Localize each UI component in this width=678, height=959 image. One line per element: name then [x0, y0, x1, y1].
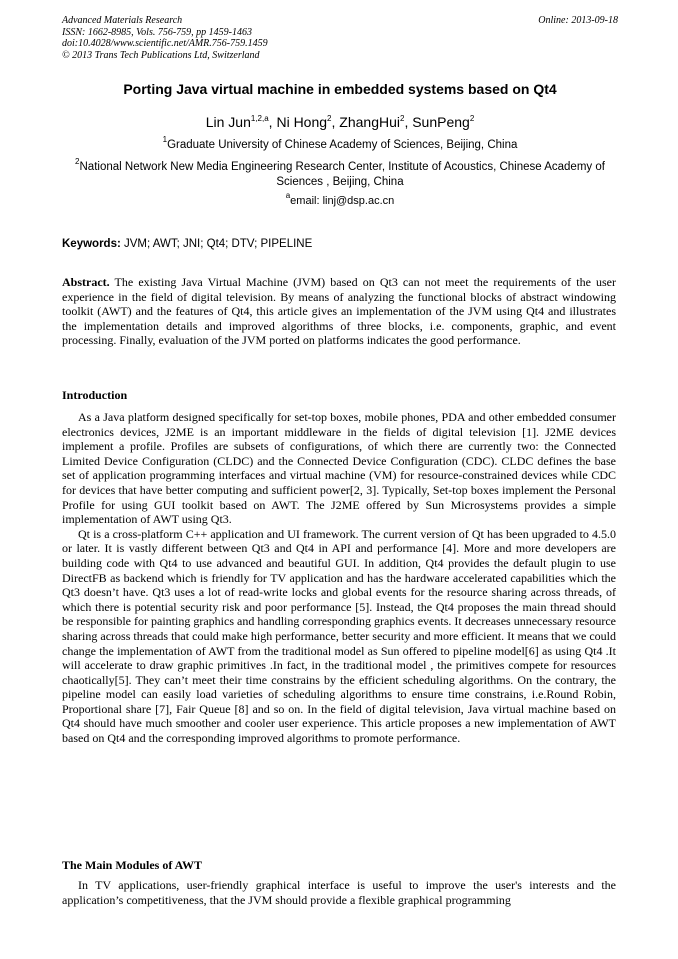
author: Ni Hong$^2$,: [276, 114, 340, 130]
abstract-text: The existing Java Virtual Machine (JVM) based on Qt3 can not meet the requirements of the user experience in the field of digital television. By means of analyzing the functional blocks of abstract windowing toolkit (AWT) and the features of Qt4, this article gives an implementation of the JVM using Qt4 and illustrates the implementation details and improved algorithms of three blocks, i.e. components, graphic, and event processing. Finally, evaluation of the JVM ported on platforms indicates the good performance.: [62, 275, 616, 348]
keywords-text: JVM; AWT; JNI; Qt4; DTV; PIPELINE: [120, 238, 313, 250]
main-modules-body: [62, 878, 616, 907]
abstract: [62, 275, 616, 348]
journal-name: Advanced Materials Research: [62, 15, 183, 26]
paragraph: In TV applications, user-friendly graphical interface is useful to improve the user's interests and the application’s competitiveness, that the JVM should provide a flexible graphical programming: [62, 878, 616, 907]
copyright-line: © 2013 Trans Tech Publications Ltd, Switzerland: [62, 49, 260, 61]
author: ZhangHui$^2$,: [339, 114, 413, 130]
author: Lin Jun$^{1,2,a}$,: [205, 114, 277, 130]
journal-header: [62, 15, 618, 61]
author-email: $^a$email: linj@dsp.ac.cn: [285, 191, 395, 207]
paragraph: As a Java platform designed specifically for set-top boxes, mobile phones, PDA and other embedded consumer electronics devices, J2ME is an important middleware in the fields of digital television [1]. J2ME devices implement a profile. Profiles are subsets of configurations, of which there are currently two: the Connected Limited Device Configuration (CLDC) and the Connected Device Configuration (CDC). CLDC defines the base set of application programming interfaces and virtual machine (VM) for resource-constrained devices while CDC for devices that have better computing and sufficient power[2, 3]. Typically, Set-top boxes implement the Personal Profile for using GUI toolkit based on AWT. The J2ME offered by Sun Microsystems provides a simple implementation of AWT using Qt3.: [62, 410, 616, 527]
affiliation-2: $^2$National Network New Media Engineering Research Center, Institute of Acoustics, Chinese Academy of Sciences , Beijing, China: [75, 157, 605, 188]
keywords-line: [62, 237, 618, 252]
keywords-label: Keywords:: [62, 238, 121, 250]
doi-line: doi:10.4028/www.scientific.net/AMR.756-759.1459: [62, 38, 268, 49]
author-list: [62, 113, 618, 131]
author: SunPeng$^2$: [412, 114, 475, 130]
paragraph: Qt is a cross-platform C++ application and UI framework. The current version of Qt has been upgraded to 4.5.0 or later. It is vastly different between Qt3 and Qt4 in API and performance [4]. More and more developers are building code with Qt4 to use advanced and beautiful GUI. In addition, Qt4 provides the default plugin to use DirectFB as backend which is friendly for TV application and has the hardware accelerated capabilities which the Qt3 doesn’t have. Qt3 uses a lot of read-write locks and global events for the resource sharing across threads, of which there is potential security risk and poor performance [5]. Instead, the Qt4 proposes the main thread should be responsible for painting graphics and handling corresponding graphics events. It decreases unnecessary resource sharing across threads that could make high performance, better security and more efficient. It means that we could change the implementation of AWT from the traditional model as Sun offered to pipeline model[6] as using Qt4 .It will accelerate to draw graphic primitives .In fact, in the traditional model , the primitives compete for resources chaotically[5]. They can’t meet their time constrains by the efficient scheduling algorithms. On the contrary, the pipeline model can easily load varieties of scheduling algorithms to ensure time constrains, i.e.Round Robin, Proportional share [7], Fair Queue [8] and so on. In the field of digital television, Java virtual machine based on Qt4 should have much smoother and cooler user experience. This article proposes a new implementation of AWT based on Qt4 and the corresponding improved algorithms to promote performance.: [62, 526, 616, 746]
section-heading-introduction: Introduction: [62, 388, 128, 402]
section-heading-main-modules: The Main Modules of AWT: [62, 858, 203, 872]
paper-title: Porting Java virtual machine in embedded systems based on Qt4: [123, 81, 557, 97]
online-date: Online: 2013-09-18: [538, 15, 618, 26]
issn-line: ISSN: 1662-8985, Vols. 756-759, pp 1459-1463: [62, 26, 252, 38]
affiliation-1: $^1$Graduate University of Chinese Academy of Sciences, Beijing, China: [162, 135, 518, 151]
introduction-body: [62, 410, 616, 746]
abstract-label: Abstract.: [62, 275, 110, 289]
